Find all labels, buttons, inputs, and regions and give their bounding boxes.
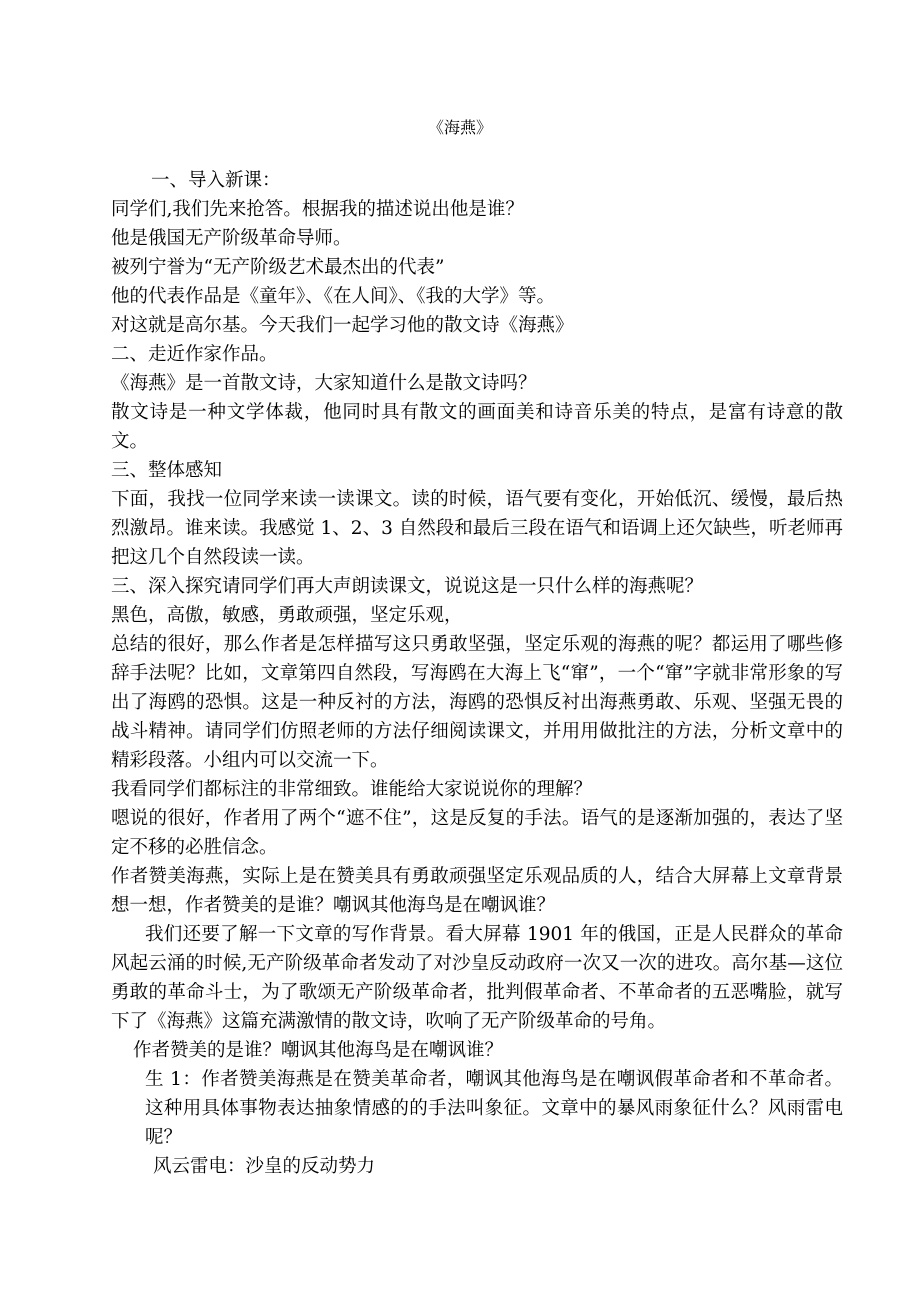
paragraph: 对这就是高尔基。今天我们一起学习他的散文诗《海燕》 xyxy=(111,315,574,336)
paragraph: 嗯说的很好，作者用了两个“遮不住”，这是反复的手法。语气的是逐渐加强的，表达了坚定不移的必胜信念。 xyxy=(111,808,843,858)
paragraph-answer: 风云雷电：沙皇的反动势力 xyxy=(153,1156,376,1177)
paragraph-student-answer: 生 1：作者赞美海燕是在赞美革命者，嘲讽其他海鸟是在嘲讽假革命者和不革命者。这种用具体事物表达抽象情感的的手法叫象征。文章中的暴风雨象征什么？风雨雷电呢？ xyxy=(145,1069,843,1148)
paragraph: 他是俄国无产阶级革命导师。 xyxy=(111,228,352,249)
paragraph: 我看同学们都标注的非常细致。谁能给大家说说你的理解？ xyxy=(111,779,593,800)
section-heading-explore: 三、深入探究请同学们再大声朗读课文，说说这是一只什么样的海燕呢？ xyxy=(111,576,704,597)
document-body xyxy=(111,166,843,1181)
paragraph: 被列宁誉为“无产阶级艺术最杰出的代表” xyxy=(111,257,445,278)
document-title: 《海燕》 xyxy=(427,118,492,137)
paragraph: 黑色，高傲，敏感，勇敢顽强，坚定乐观， xyxy=(111,605,463,626)
paragraph: 散文诗是一种文学体裁，他同时具有散文的画面美和诗音乐美的特点，是富有诗意的散文。 xyxy=(111,402,843,452)
paragraph-question: 作者赞美的是谁？嘲讽其他海鸟是在嘲讽谁？ xyxy=(133,1040,504,1061)
paragraph: 同学们,我们先来抢答。根据我的描述说出他是谁？ xyxy=(111,199,524,220)
paragraph: 他的代表作品是《童年》、《在人间》、《我的大学》等。 xyxy=(111,286,556,307)
paragraph: 作者赞美海燕，实际上是在赞美具有勇敢顽强坚定乐观品质的人，结合大屏幕上文章背景想一想，作者赞美的是谁？嘲讽其他海鸟是在嘲讽谁？ xyxy=(111,866,843,916)
paragraph: 《海燕》是一首散文诗，大家知道什么是散文诗吗？ xyxy=(111,373,537,394)
section-heading-overview: 三、整体感知 xyxy=(111,460,223,481)
section-heading-intro: 一、导入新课： xyxy=(151,170,281,191)
paragraph: 总结的很好，那么作者是怎样描写这只勇敢坚强，坚定乐观的海燕的呢？都运用了哪些修辞手法呢？比如，文章第四自然段，写海鸥在大海上飞“窜”，一个“窜”字就非常形象的写出了海鸥的恐惧。这是一种反衬的方法，海鸥的恐惧反衬出海燕勇敢、乐观、坚强无畏的战斗精神。请同学们仿照老师的方法仔细阅读课文，并用用做批注的方法，分析文章中的精彩段落。小组内可以交流一下。 xyxy=(111,634,843,771)
paragraph: 下面，我找一位同学来读一读课文。读的时候，语气要有变化，开始低沉、缓慢，最后热烈激昂。谁来读。我感觉 1、2、3 自然段和最后三段在语气和语调上还欠缺些，听老师再把这几个自然段读一读。 xyxy=(111,489,843,568)
paragraph-background: 我们还要了解一下文章的写作背景。看大屏幕 1901 年的俄国，正是人民群众的革命风起云涌的时候,无产阶级革命者发动了对沙皇反动政府一次又一次的进攻。高尔基—这位勇敢的革命斗士，为了歌颂无产阶级革命者，批判假革命者、不革命者的五恶嘴脸，就写下了《海燕》这篇充满激情的散文诗，吹响了无产阶级革命的号角。 xyxy=(111,924,843,1032)
section-heading-author: 二、走近作家作品。 xyxy=(111,344,278,365)
